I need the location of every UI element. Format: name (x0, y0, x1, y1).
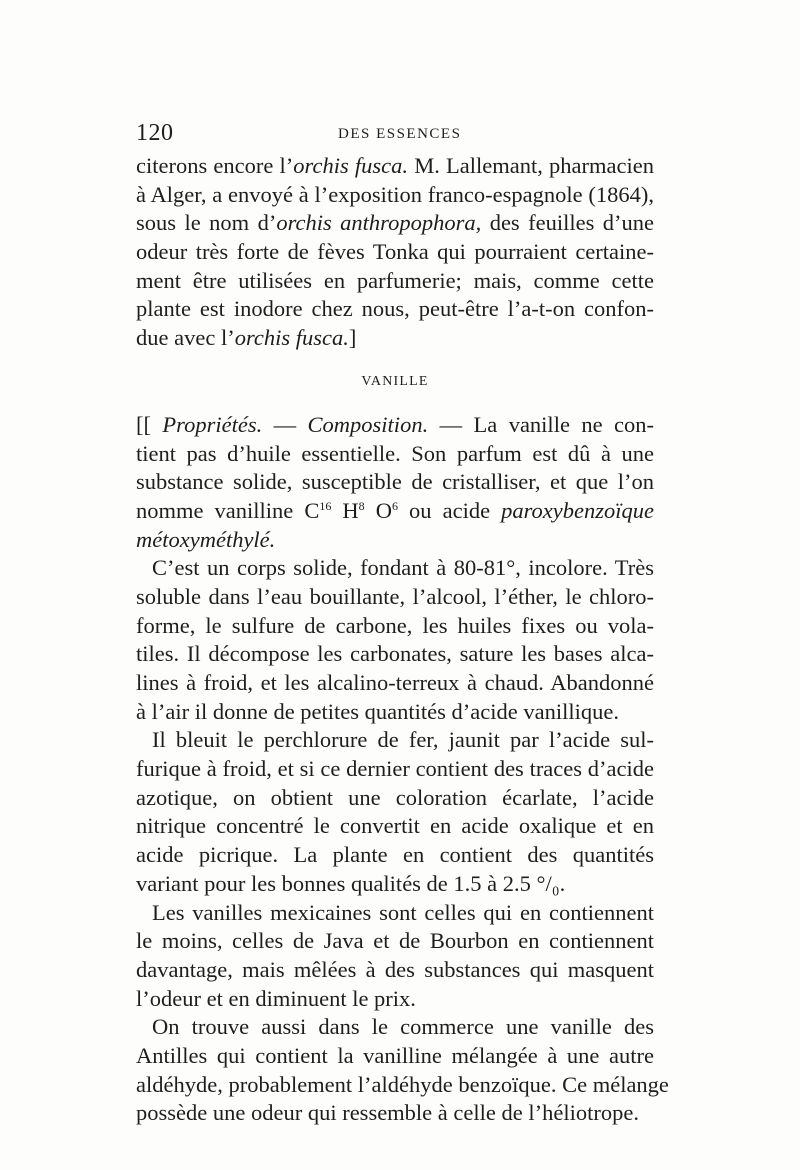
text-line: variant pour les bonnes qualités de 1.5 à 2.5 °/₀. (136, 870, 566, 896)
text-line: davantage, mais mêlées à des substances qui masquent (136, 956, 654, 982)
text-line: tient pas d’huile essentielle. Son parfum est dû à une (136, 440, 654, 466)
chem-subscript: 16 (319, 498, 332, 513)
text-line: le moins, celles de Java et de Bourbon en contiennent (136, 928, 654, 954)
text-line: Les vanilles mexicaines sont celles qui en contiennent (152, 899, 654, 925)
paragraph-antilles (136, 1013, 669, 1128)
text-line: forme, le sulfure de carbone, les huiles fixes ou vola- (136, 612, 654, 638)
section-heading-vanille: VANILLE (361, 373, 429, 389)
paragraph-corps-solide (136, 554, 654, 726)
paragraph-vanilles-mexicaines (136, 899, 654, 1014)
running-title: DES ESSENCES (338, 126, 462, 142)
text-line: lines à froid, et les alcalino-terreux à chaud. Abandonné (136, 670, 654, 695)
italic-heading: Propriétés. (162, 411, 263, 437)
text-line (136, 526, 654, 555)
chem-subscript: 6 (391, 498, 398, 513)
text-line: acide picrique. La plante en contient des quantités (136, 842, 654, 868)
italic-term: orchis fusca. (293, 153, 409, 178)
text-line: azotique, on obtient une coloration écarlate, l’acide (136, 784, 654, 810)
text-line: nitrique concentré le convertit en acide oxalique et en (136, 813, 654, 839)
text-line: Antilles qui contient la vanilline mélangée à une autre (136, 1042, 654, 1068)
running-head (136, 120, 654, 150)
text-line: ment être utilisées en parfumerie; mais, comme cette (136, 267, 654, 293)
text-line: odeur très forte de fèves Tonka qui pourraient certaine- (136, 239, 654, 265)
italic-term: orchis anthropophora, (276, 210, 482, 236)
text-line: à Alger, a envoyé à l’exposition franco-espagnole (1864), (136, 181, 654, 207)
page-number: 120 (136, 120, 174, 146)
text-line: due avec l’orchis fusca.] (136, 325, 357, 351)
italic-term: paroxybenzoïque (501, 497, 655, 523)
text-line: C’est un corps solide, fondant à 80-81°, incolore. Très (152, 555, 654, 581)
paragraph-perchlorure (136, 726, 654, 898)
text-line: l’odeur et en diminuent le prix. (136, 985, 416, 1011)
italic-heading: Composition. (307, 411, 429, 437)
text-line: tiles. Il décompose les carbonates, sature les bases alca- (136, 641, 654, 667)
chem-subscript: 8 (358, 498, 365, 513)
text-line: On trouve aussi dans le commerce une vanille des (152, 1014, 654, 1040)
text-line: furique à froid, et si ce dernier contient des traces d’acide (136, 756, 654, 782)
text-line: plante est inodore chez nous, peut-être l’a-t-on confon- (136, 296, 654, 322)
text-line: à l’air il donne de petites quantités d’acide vanillique. (136, 698, 619, 724)
italic-term: orchis fusca. (234, 325, 349, 351)
text-line: citerons encore l’orchis fusca. M. Lallemant, pharmacien (136, 153, 654, 178)
text-line: Il bleuit le perchlorure de fer, jaunit par l’acide sul- (152, 727, 654, 753)
body-text (136, 152, 669, 1128)
text-line: substance solide, susceptible de cristalliser, et que l’on (136, 469, 654, 495)
text-line: nomme vanilline $C^{16}$ $H^8$ $O^6$ ou acide paroxybenzoïque (136, 497, 655, 523)
text-line: possède une odeur qui ressemble à celle de l’héliotrope. (136, 1100, 639, 1126)
text-line: [[ Propriétés. — Composition. — La vanille ne con- (136, 411, 654, 437)
text-line: sous le nom d’orchis anthropophora, des feuilles d’une (136, 210, 655, 236)
text-line: aldéhyde, probablement l’aldéhyde benzoïque. Ce mélange (136, 1071, 669, 1097)
paragraph-proprietes (136, 411, 654, 554)
italic-term: métoxyméthylé. (136, 526, 276, 552)
text-line: soluble dans l’eau bouillante, l’alcool, l’éther, le chloro- (136, 583, 654, 609)
paragraph-orchis (136, 152, 654, 353)
